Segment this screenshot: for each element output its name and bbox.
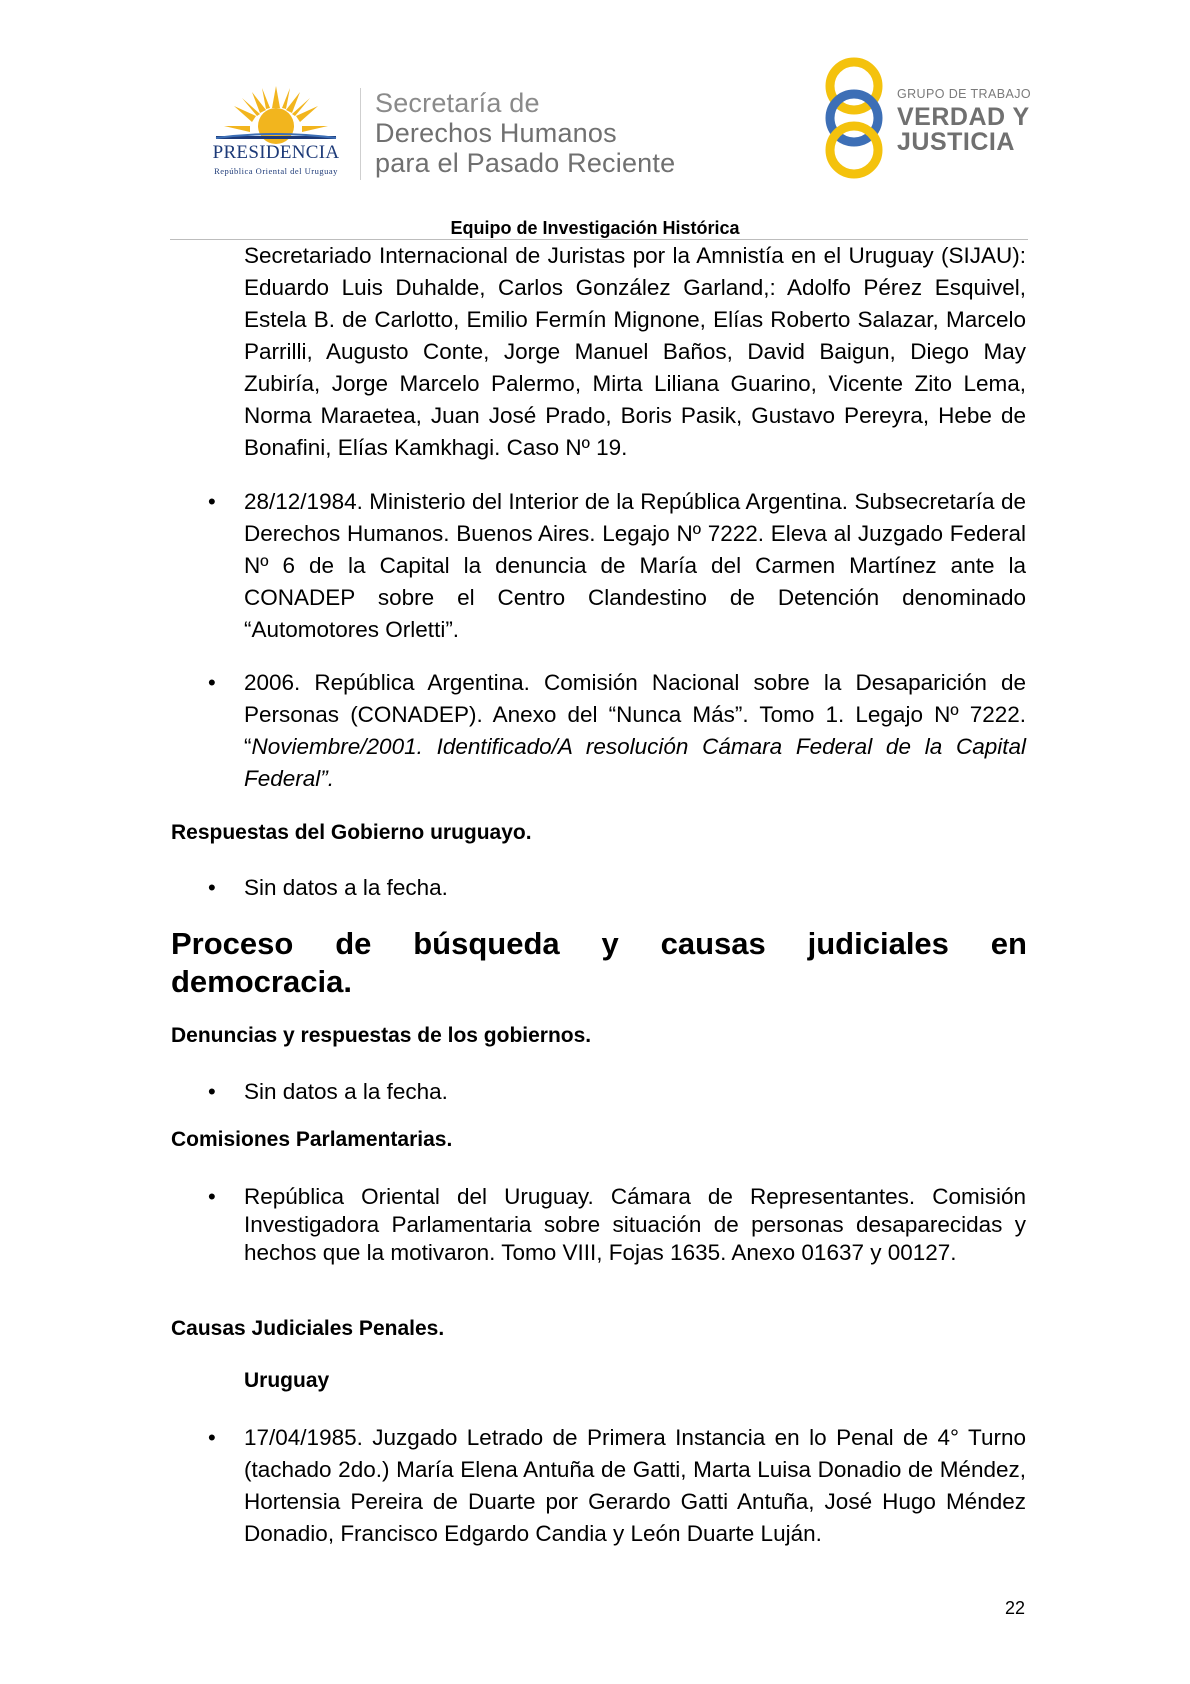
secretaria-line-1: Secretaría de [375, 88, 540, 118]
section-heading-proceso [171, 925, 1027, 1001]
verdad-justicia-wordmark [897, 88, 1031, 155]
heading-word: causas [660, 926, 766, 961]
verdad-label: VERDAD Y [897, 102, 1030, 131]
heading-comisiones: Comisiones Parlamentarias. [171, 1128, 453, 1151]
bullet-marker: • [208, 1184, 216, 1209]
heading-word: en [990, 926, 1027, 961]
heading-uruguay: Uruguay [244, 1369, 330, 1392]
presidencia-wordmark: PRESIDENCIA [212, 142, 340, 163]
page-number: 22 [1005, 1598, 1026, 1618]
secretaria-logo-text [375, 90, 675, 180]
heading-respuestas: Respuestas del Gobierno uruguayo. [171, 821, 532, 844]
list-item-1985: 17/04/1985. Juzgado Letrado de Primera Instancia en lo Penal de 4° Turno (tachado 2do.) María Elena Antuña de Gatti, Marta Luisa Donadio de Méndez, Hortensia Pereira de Duarte por Gerardo Gatti Antuña, José Hugo Méndez Donadio, Francisco Edgardo Candia y León Duarte Luján. [244, 1425, 1026, 1546]
sijau-paragraph: Secretariado Internacional de Juristas por la Amnistía en el Uruguay (SIJAU): Eduardo Luis Duhalde, Carlos González Garland,: Adolfo Pérez Esquivel, Estela B. de Carlotto, Emilio Fermín Mignone, Elías Roberto Salazar, Marcelo Parrilli, Augusto Conte, Jorge Manuel Baños, David Baigun, Diego May Zubiría, Jorge Marcelo Palermo, Mirta Liliana Guarino, Vicente Zito Lema, Norma Maraetea, Juan José Prado, Boris Pasik, Gustavo Pereyra, Hebe de Bonafini, Elías Kamkhagi. Caso Nº 19. [244, 243, 1026, 460]
list-item-2006-plain: 2006. República Argentina. Comisión Nacional sobre la Desaparición de Personas (CONADEP). Anexo del “Nunca Más”. Tomo 1. Legajo Nº 7222. “ [244, 670, 1026, 759]
heading-word: Proceso [171, 926, 294, 961]
presidencia-logo [196, 80, 356, 180]
heading-word: judiciales [807, 926, 949, 961]
list-item-2006-italic: Noviembre/2001. Identificado/A resolución Cámara Federal de la Capital Federal”. [244, 734, 1026, 791]
justicia-label: JUSTICIA [897, 127, 1015, 156]
list-item-sin-datos-1: Sin datos a la fecha. [244, 875, 448, 900]
grupo-trabajo-label: GRUPO DE TRABAJO [897, 87, 1031, 101]
bullet-marker: • [208, 1425, 216, 1450]
presidencia-subtitle: República Oriental del Uruguay [214, 166, 338, 176]
list-item-1984: 28/12/1984. Ministerio del Interior de la República Argentina. Subsecretaría de Derechos Humanos. Buenos Aires. Legajo Nº 7222. Eleva al Juzgado Federal Nº 6 de la Capital la denuncia de María del Carmen Martínez ante la CONADEP sobre el Centro Clandestino de Detención denominado “Automotores Orletti”. [244, 489, 1026, 642]
list-item-comision: República Oriental del Uruguay. Cámara de Representantes. Comisión Investigadora Parlamentaria sobre situación de personas desaparecidas y hechos que la motivaron. Tomo VIII, Fojas 1635. Anexo 01637 y 00127. [244, 1184, 1026, 1265]
section-heading-line-1 [171, 925, 1027, 963]
heading-word: búsqueda [413, 926, 560, 961]
bullet-marker: • [208, 670, 216, 695]
header-divider [360, 88, 361, 180]
bullet-marker: • [208, 489, 216, 514]
section-heading-line-2: democracia. [171, 964, 352, 999]
bullet-marker: • [208, 1079, 216, 1104]
list-item-2006 [244, 667, 1026, 795]
list-item-sin-datos-2: Sin datos a la fecha. [244, 1079, 448, 1104]
heading-word: de [335, 926, 372, 961]
secretaria-line-3: para el Pasado Reciente [375, 148, 676, 178]
heading-word: y [601, 926, 619, 961]
heading-causas: Causas Judiciales Penales. [171, 1317, 445, 1340]
header-team-title: Equipo de Investigación Histórica [450, 218, 740, 238]
bullet-marker: • [208, 875, 216, 900]
heading-denuncias: Denuncias y respuestas de los gobiernos. [171, 1024, 592, 1047]
sun-emblem-icon [196, 80, 356, 144]
secretaria-line-2: Derechos Humanos [375, 118, 617, 148]
